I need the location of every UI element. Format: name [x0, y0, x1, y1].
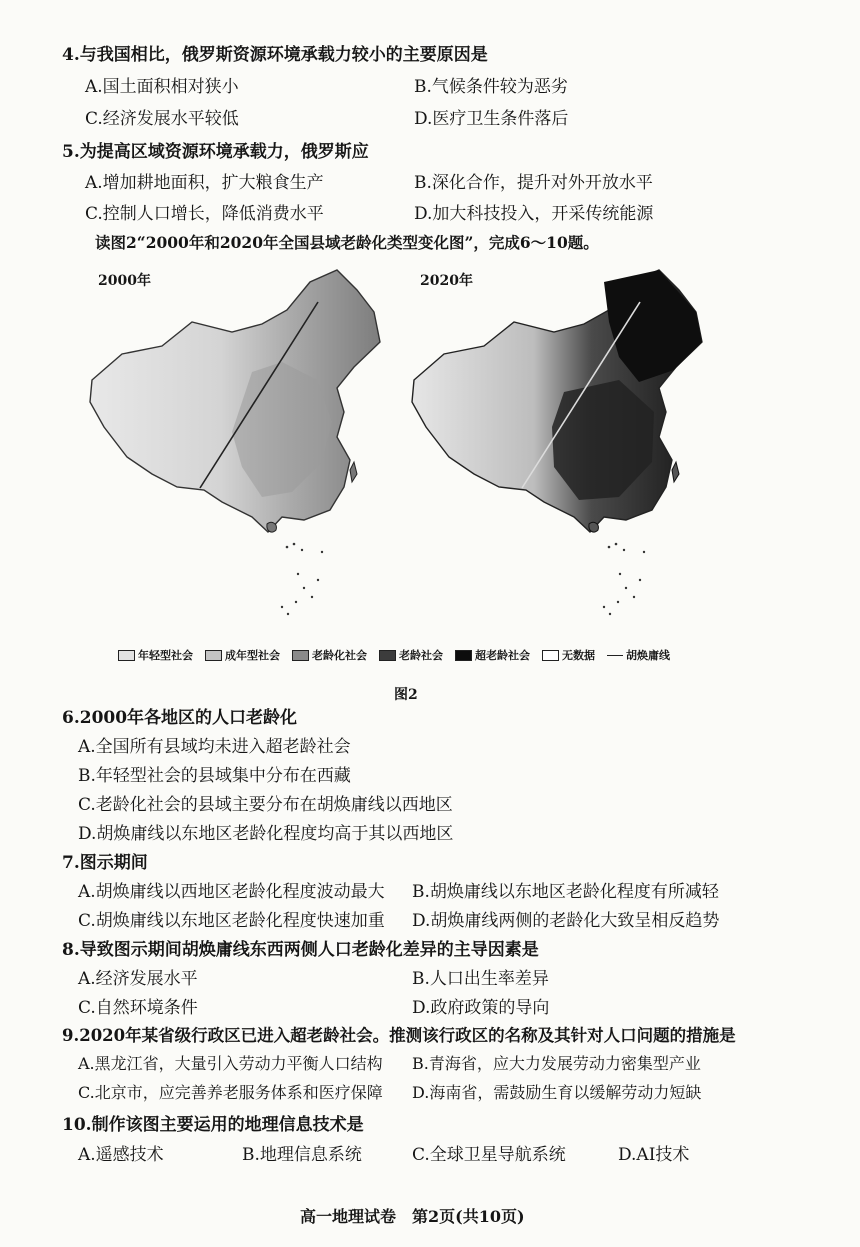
legend-line-swatch — [607, 655, 623, 656]
q4-option-c: C.经济发展水平较低 — [85, 109, 239, 129]
map-2020 — [404, 262, 724, 632]
legend-swatch — [542, 650, 559, 661]
legend-swatch — [292, 650, 309, 661]
legend-hu-line — [607, 647, 670, 663]
q7-stem: 7.图示期间 — [62, 853, 148, 873]
q4-option-a: A.国土面积相对狭小 — [85, 77, 239, 97]
map-legend — [118, 646, 758, 664]
q7-option-b: B.胡焕庸线以东地区老龄化程度有所减轻 — [412, 882, 719, 902]
hainan-2020 — [589, 522, 599, 532]
q4-option-b: B.气候条件较为恶劣 — [414, 77, 568, 97]
legend-label: 老龄社会 — [399, 649, 443, 662]
q6-stem: 6.2000年各地区的人口老龄化 — [62, 708, 298, 728]
legend-young — [118, 647, 193, 663]
legend-super-aged — [455, 647, 530, 663]
legend-label: 老龄化社会 — [312, 649, 367, 662]
legend-label: 无数据 — [562, 649, 595, 662]
q9-option-a: A.黑龙江省，大量引入劳动力平衡人口结构 — [78, 1054, 383, 1073]
legend-no-data — [542, 647, 595, 663]
legend-label: 胡焕庸线 — [626, 649, 670, 662]
q7-option-d: D.胡焕庸线两侧的老龄化大致呈相反趋势 — [412, 911, 720, 931]
taiwan-2000 — [350, 462, 357, 482]
q4-option-d: D.医疗卫生条件落后 — [414, 109, 569, 129]
legend-adult — [205, 647, 280, 663]
legend-swatch — [379, 650, 396, 661]
map-2020-label: 2020年 — [420, 273, 473, 289]
legend-swatch — [118, 650, 135, 661]
legend-aging — [292, 647, 367, 663]
q5-option-b: B.深化合作，提升对外开放水平 — [414, 173, 653, 193]
q9-option-b: B.青海省，应大力发展劳动力密集型产业 — [412, 1054, 701, 1073]
figure-intro: 读图2“2000年和2020年全国县域老龄化类型变化图”，完成6～10题。 — [95, 233, 599, 252]
legend-swatch — [455, 650, 472, 661]
q6-option-d: D.胡焕庸线以东地区老龄化程度均高于其以西地区 — [78, 824, 454, 844]
q9-option-d: D.海南省，需鼓励生育以缓解劳动力短缺 — [412, 1083, 702, 1102]
q10-option-b: B.地理信息系统 — [242, 1145, 362, 1165]
q5-option-a: A.增加耕地面积，扩大粮食生产 — [85, 173, 324, 193]
q8-option-d: D.政府政策的导向 — [412, 998, 550, 1018]
q8-option-c: C.自然环境条件 — [78, 998, 198, 1018]
map-2000 — [82, 262, 402, 632]
q9-stem: 9.2020年某省级行政区已进入超老龄社会。推测该行政区的名称及其针对人口问题的措施是 — [62, 1026, 736, 1045]
q10-stem: 10.制作该图主要运用的地理信息技术是 — [62, 1115, 364, 1135]
q10-option-d: D.AI技术 — [618, 1145, 690, 1165]
legend-label: 成年型社会 — [225, 649, 280, 662]
q6-option-b: B.年轻型社会的县域集中分布在西藏 — [78, 766, 351, 786]
q6-option-c: C.老龄化社会的县域主要分布在胡焕庸线以西地区 — [78, 795, 453, 815]
legend-aged — [379, 647, 443, 663]
q8-option-b: B.人口出生率差异 — [412, 969, 549, 989]
q6-option-a: A.全国所有县域均未进入超老龄社会 — [78, 737, 351, 757]
q8-stem: 8.导致图示期间胡焕庸线东西两侧人口老龄化差异的主导因素是 — [62, 940, 539, 960]
south-sea-islands-2000 — [281, 543, 323, 615]
taiwan-2020 — [672, 462, 679, 482]
q10-option-a: A.遥感技术 — [78, 1145, 164, 1165]
map-2000-label: 2000年 — [98, 273, 151, 289]
q5-option-c: C.控制人口增长，降低消费水平 — [85, 204, 324, 224]
q10-option-c: C.全球卫星导航系统 — [412, 1145, 566, 1165]
q5-stem: 5.为提高区域资源环境承载力，俄罗斯应 — [62, 142, 369, 162]
q7-option-a: A.胡焕庸线以西地区老龄化程度波动最大 — [78, 882, 385, 902]
q5-option-d: D.加大科技投入，开采传统能源 — [414, 204, 654, 224]
legend-label: 年轻型社会 — [138, 649, 193, 662]
legend-swatch — [205, 650, 222, 661]
q4-stem: 4.与我国相比，俄罗斯资源环境承载力较小的主要原因是 — [62, 45, 488, 65]
hainan-2000 — [267, 522, 277, 532]
legend-label: 超老龄社会 — [475, 649, 530, 662]
china-outline-2000 — [90, 270, 380, 532]
page-footer: 高一地理试卷 第2页(共10页) — [300, 1207, 525, 1226]
figure-caption: 图2 — [394, 687, 418, 703]
south-sea-islands-2020 — [603, 543, 645, 615]
q8-option-a: A.经济发展水平 — [78, 969, 198, 989]
q7-option-c: C.胡焕庸线以东地区老龄化程度快速加重 — [78, 911, 385, 931]
q9-option-c: C.北京市，应完善养老服务体系和医疗保障 — [78, 1083, 383, 1102]
